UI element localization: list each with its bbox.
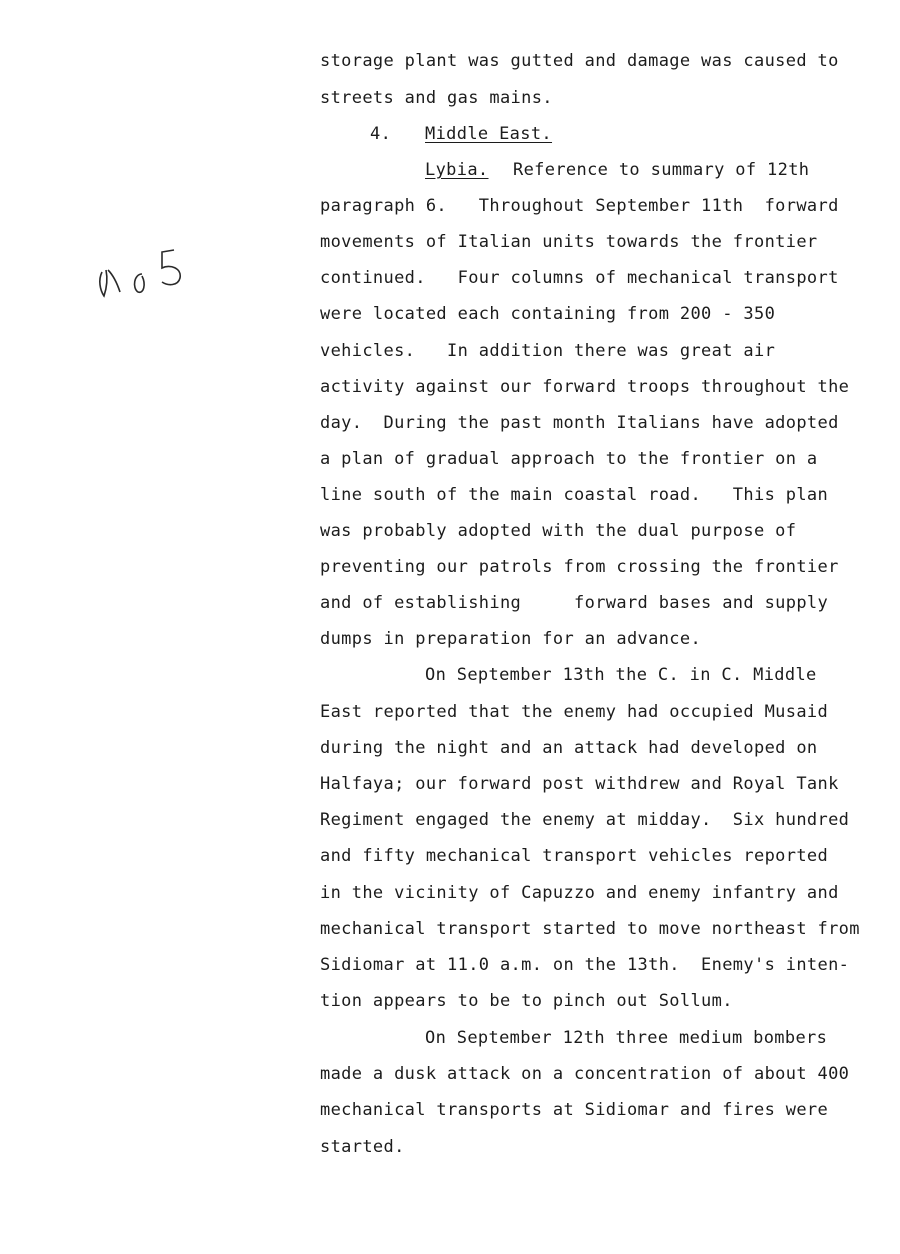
text-line-3: Reference to summary of 12th <box>513 160 810 180</box>
text-line-9: activity against our forward troops throughout the <box>320 377 850 397</box>
text-line-11: a plan of gradual approach to the frontier on a <box>320 449 818 469</box>
text-line-18: East reported that the enemy had occupied Musaid <box>320 702 829 722</box>
text-line-6: continued. Four columns of mechanical transport <box>320 268 839 288</box>
text-line-1: storage plant was gutted and damage was caused to <box>320 51 839 71</box>
text-line-29: mechanical transports at Sidiomar and fires were <box>320 1100 829 1120</box>
text-line-2: streets and gas mains. <box>320 88 553 108</box>
text-line-12: line south of the main coastal road. This plan <box>320 485 829 505</box>
section-title: Middle East. <box>425 124 553 144</box>
text-line-21: Regiment engaged the enemy at midday. Six hundred <box>320 810 850 830</box>
handwritten-folio-number <box>96 240 206 310</box>
text-line-15: and of establishing forward bases and supply <box>320 593 829 613</box>
text-line-30: started. <box>320 1137 405 1157</box>
text-line-5: movements of Italian units towards the frontier <box>320 232 818 252</box>
text-line-4: paragraph 6. Throughout September 11th forward <box>320 196 839 216</box>
text-line-22: and fifty mechanical transport vehicles reported <box>320 846 829 866</box>
text-line-16: dumps in preparation for an advance. <box>320 629 702 649</box>
text-line-24: mechanical transport started to move northeast from <box>320 919 860 939</box>
text-line-17: On September 13th the C. in C. Middle <box>425 665 817 685</box>
text-line-26: tion appears to be to pinch out Sollum. <box>320 991 733 1011</box>
text-line-10: day. During the past month Italians have adopted <box>320 413 839 433</box>
section-number: 4. <box>370 124 392 144</box>
libya-heading: Lybia. <box>425 160 489 180</box>
text-line-19: during the night and an attack had developed on <box>320 738 818 758</box>
text-line-23: in the vicinity of Capuzzo and enemy infantry and <box>320 883 839 903</box>
text-line-27: On September 12th three medium bombers <box>425 1028 828 1048</box>
text-line-25: Sidiomar at 11.0 a.m. on the 13th. Enemy's inten- <box>320 955 850 975</box>
text-line-13: was probably adopted with the dual purpose of <box>320 521 797 541</box>
text-line-20: Halfaya; our forward post withdrew and Royal Tank <box>320 774 839 794</box>
text-line-7: were located each containing from 200 - 350 <box>320 304 776 324</box>
text-line-28: made a dusk attack on a concentration of about 400 <box>320 1064 850 1084</box>
text-line-8: vehicles. In addition there was great air <box>320 341 776 361</box>
text-line-14: preventing our patrols from crossing the frontier <box>320 557 839 577</box>
